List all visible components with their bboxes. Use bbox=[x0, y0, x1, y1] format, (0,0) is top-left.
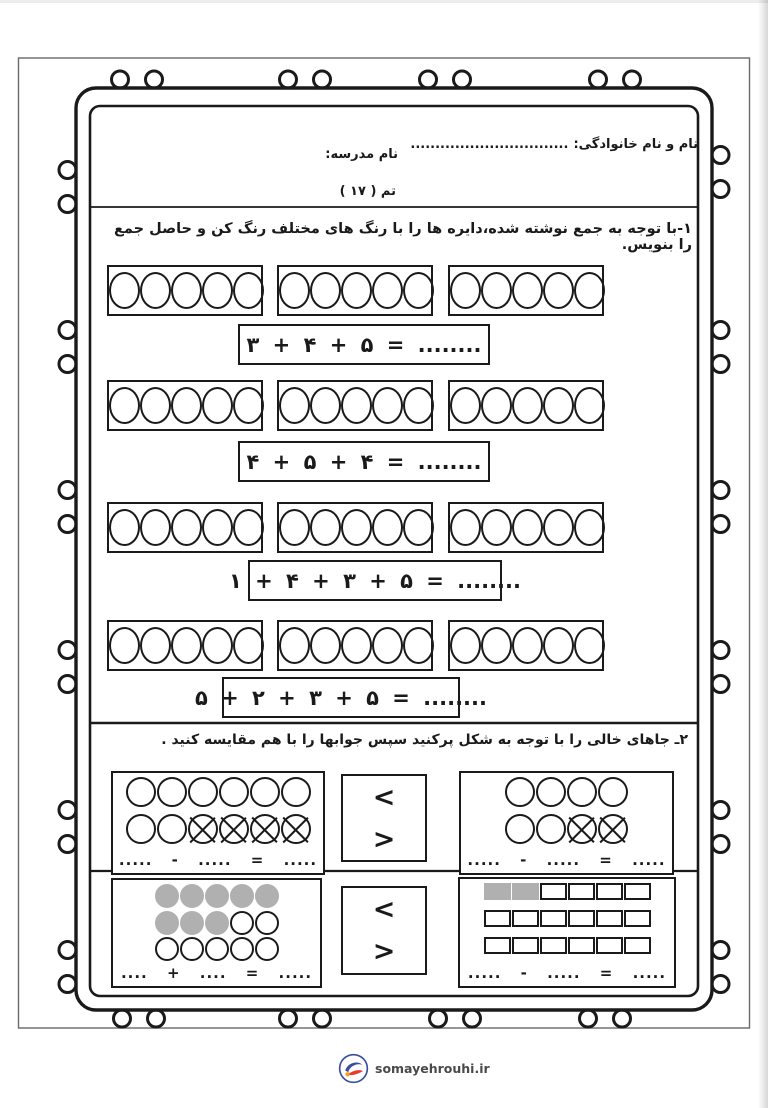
colorable-circle bbox=[481, 627, 512, 664]
filled-circle bbox=[255, 884, 279, 908]
scan-shadow-right bbox=[758, 0, 768, 1108]
shape-row bbox=[466, 814, 667, 844]
colorable-circle bbox=[233, 627, 264, 664]
colorable-circle bbox=[481, 272, 512, 309]
colorable-circle bbox=[279, 272, 310, 309]
footer bbox=[338, 1053, 490, 1084]
colorable-circle bbox=[372, 509, 403, 546]
colorable-circle bbox=[171, 272, 202, 309]
empty-rect bbox=[568, 883, 595, 900]
website-url: somayehrouhi.ir bbox=[375, 1061, 490, 1076]
shape-row bbox=[118, 884, 315, 908]
empty-circle bbox=[567, 777, 597, 807]
shape-row bbox=[118, 911, 315, 935]
colorable-circle bbox=[279, 627, 310, 664]
circle-group-box bbox=[448, 380, 604, 431]
comparison-box bbox=[111, 878, 322, 988]
colorable-circle bbox=[403, 272, 434, 309]
colorable-circle bbox=[109, 509, 140, 546]
colorable-circle bbox=[403, 509, 434, 546]
colorable-circle bbox=[202, 387, 233, 424]
blank-equation: .... + .... = ..... bbox=[120, 963, 313, 982]
empty-circle bbox=[598, 777, 628, 807]
filled-circle bbox=[180, 884, 204, 908]
colorable-circle bbox=[512, 272, 543, 309]
empty-circle bbox=[219, 777, 249, 807]
empty-circle bbox=[505, 777, 535, 807]
empty-rect bbox=[568, 937, 595, 954]
empty-rect bbox=[512, 910, 539, 927]
blank-equation: ..... - ..... = ..... bbox=[467, 851, 666, 869]
circle-group-box bbox=[277, 265, 433, 316]
empty-rect bbox=[596, 910, 623, 927]
colorable-circle bbox=[140, 627, 171, 664]
empty-rect bbox=[484, 910, 511, 927]
circle-group-box bbox=[107, 265, 263, 316]
colorable-circle bbox=[543, 387, 574, 424]
colorable-circle bbox=[171, 627, 202, 664]
colorable-circle bbox=[543, 272, 574, 309]
colorable-circle bbox=[574, 387, 605, 424]
colorable-circle bbox=[574, 509, 605, 546]
circle-group-box bbox=[277, 380, 433, 431]
name-label: نام و نام خانوادگی: bbox=[573, 137, 698, 152]
greater-than-symbol: > bbox=[372, 823, 396, 855]
colorable-circle bbox=[140, 387, 171, 424]
scan-shadow-top bbox=[0, 0, 768, 3]
empty-circle bbox=[188, 777, 218, 807]
name-blank: ................................ bbox=[410, 137, 569, 152]
empty-rect bbox=[540, 937, 567, 954]
empty-rect bbox=[512, 937, 539, 954]
empty-rect bbox=[596, 883, 623, 900]
empty-circle bbox=[180, 937, 204, 961]
greater-than-symbol: > bbox=[372, 936, 396, 968]
empty-circle bbox=[126, 814, 156, 844]
empty-rect bbox=[540, 910, 567, 927]
colorable-circle bbox=[543, 509, 574, 546]
less-than-symbol: < bbox=[372, 893, 396, 925]
comparison-box bbox=[458, 877, 676, 988]
colorable-circle bbox=[171, 387, 202, 424]
colorable-circle bbox=[372, 387, 403, 424]
sum-equation-box: ۱ + ۴ + ۳ + ۵ = ........ bbox=[248, 560, 502, 601]
section1-instruction: ۱-با توجه به جمع نوشته شده،دایره ها را با رنگ های مختلف رنگ کن و حاصل جمع را بنویس. bbox=[114, 221, 692, 253]
empty-circle bbox=[157, 814, 187, 844]
colorable-circle bbox=[233, 509, 264, 546]
colorable-circle bbox=[512, 627, 543, 664]
circle-group-box bbox=[107, 502, 263, 553]
shape-row bbox=[465, 910, 669, 927]
filled-circle bbox=[205, 911, 229, 935]
empty-circle bbox=[536, 814, 566, 844]
crossed-circle bbox=[598, 814, 628, 844]
colorable-circle bbox=[341, 627, 372, 664]
circle-group-box bbox=[448, 265, 604, 316]
empty-circle bbox=[281, 777, 311, 807]
colorable-circle bbox=[202, 627, 233, 664]
shape-row bbox=[118, 814, 318, 844]
empty-rect bbox=[540, 883, 567, 900]
colorable-circle bbox=[512, 509, 543, 546]
empty-circle bbox=[126, 777, 156, 807]
filled-circle bbox=[180, 911, 204, 935]
colorable-circle bbox=[372, 272, 403, 309]
comparison-box bbox=[111, 771, 325, 875]
colorable-circle bbox=[512, 387, 543, 424]
colorable-circle bbox=[171, 509, 202, 546]
filled-circle bbox=[155, 911, 179, 935]
empty-circle bbox=[230, 937, 254, 961]
colorable-circle bbox=[574, 272, 605, 309]
colorable-circle bbox=[140, 509, 171, 546]
colorable-circle bbox=[481, 387, 512, 424]
empty-rect bbox=[624, 883, 651, 900]
section2-instruction: ۲ـ جاهای خالی را با توجه به شکل پرکنید سپس جوابها را با هم مقایسه کنید . bbox=[161, 732, 688, 748]
empty-rect bbox=[484, 937, 511, 954]
colorable-circle bbox=[109, 627, 140, 664]
filled-rect bbox=[512, 883, 539, 900]
empty-circle bbox=[250, 777, 280, 807]
colorable-circle bbox=[403, 387, 434, 424]
empty-circle bbox=[155, 937, 179, 961]
empty-rect bbox=[624, 937, 651, 954]
colorable-circle bbox=[450, 272, 481, 309]
shape-row bbox=[465, 937, 669, 954]
crossed-circle bbox=[250, 814, 280, 844]
colorable-circle bbox=[140, 272, 171, 309]
empty-rect bbox=[596, 937, 623, 954]
less-than-symbol: < bbox=[372, 781, 396, 813]
shape-row bbox=[118, 777, 318, 807]
sum-equation-box: ۵ + ۲ + ۳ + ۵ = ........ bbox=[222, 677, 460, 718]
circle-group-box bbox=[277, 502, 433, 553]
crossed-circle bbox=[567, 814, 597, 844]
colorable-circle bbox=[310, 509, 341, 546]
name-field-line bbox=[410, 137, 698, 152]
shape-row bbox=[118, 937, 315, 961]
colorable-circle bbox=[341, 272, 372, 309]
circle-group-box bbox=[277, 620, 433, 671]
circle-group-box bbox=[448, 502, 604, 553]
colorable-circle bbox=[450, 387, 481, 424]
colorable-circle bbox=[403, 627, 434, 664]
comparison-box bbox=[459, 771, 674, 875]
colorable-circle bbox=[233, 272, 264, 309]
sum-equation-box: ۴ + ۵ + ۴ = ........ bbox=[238, 441, 490, 482]
colorable-circle bbox=[233, 387, 264, 424]
empty-rect bbox=[624, 910, 651, 927]
colorable-circle bbox=[372, 627, 403, 664]
colorable-circle bbox=[310, 627, 341, 664]
school-label: نام مدرسه: bbox=[325, 147, 398, 162]
filled-circle bbox=[205, 884, 229, 908]
crossed-circle bbox=[219, 814, 249, 844]
colorable-circle bbox=[310, 272, 341, 309]
blank-equation: ..... - ..... = ..... bbox=[467, 964, 667, 982]
empty-circle bbox=[536, 777, 566, 807]
colorable-circle bbox=[109, 272, 140, 309]
blank-equation: ..... - ..... = ..... bbox=[118, 851, 318, 869]
empty-circle bbox=[230, 911, 254, 935]
colorable-circle bbox=[450, 509, 481, 546]
crossed-circle bbox=[188, 814, 218, 844]
colorable-circle bbox=[279, 509, 310, 546]
colorable-circle bbox=[202, 509, 233, 546]
website-logo-icon bbox=[338, 1053, 369, 1084]
colorable-circle bbox=[341, 387, 372, 424]
empty-circle bbox=[255, 911, 279, 935]
colorable-circle bbox=[310, 387, 341, 424]
crossed-circle bbox=[281, 814, 311, 844]
colorable-circle bbox=[543, 627, 574, 664]
circle-group-box bbox=[107, 380, 263, 431]
colorable-circle bbox=[279, 387, 310, 424]
colorable-circle bbox=[341, 509, 372, 546]
filled-circle bbox=[155, 884, 179, 908]
filled-circle bbox=[230, 884, 254, 908]
shape-row bbox=[465, 883, 669, 900]
empty-circle bbox=[255, 937, 279, 961]
theme-label: تم ( ۱۷ ) bbox=[339, 184, 396, 199]
filled-rect bbox=[484, 883, 511, 900]
circle-group-box bbox=[448, 620, 604, 671]
colorable-circle bbox=[450, 627, 481, 664]
empty-rect bbox=[568, 910, 595, 927]
sum-equation-box: ۳ + ۴ + ۵ = ........ bbox=[238, 324, 490, 365]
comparison-symbols-box bbox=[341, 774, 427, 862]
empty-circle bbox=[205, 937, 229, 961]
comparison-symbols-box bbox=[341, 886, 427, 975]
colorable-circle bbox=[202, 272, 233, 309]
colorable-circle bbox=[574, 627, 605, 664]
empty-circle bbox=[157, 777, 187, 807]
shape-row bbox=[466, 777, 667, 807]
circle-group-box bbox=[107, 620, 263, 671]
empty-circle bbox=[505, 814, 535, 844]
colorable-circle bbox=[481, 509, 512, 546]
colorable-circle bbox=[109, 387, 140, 424]
